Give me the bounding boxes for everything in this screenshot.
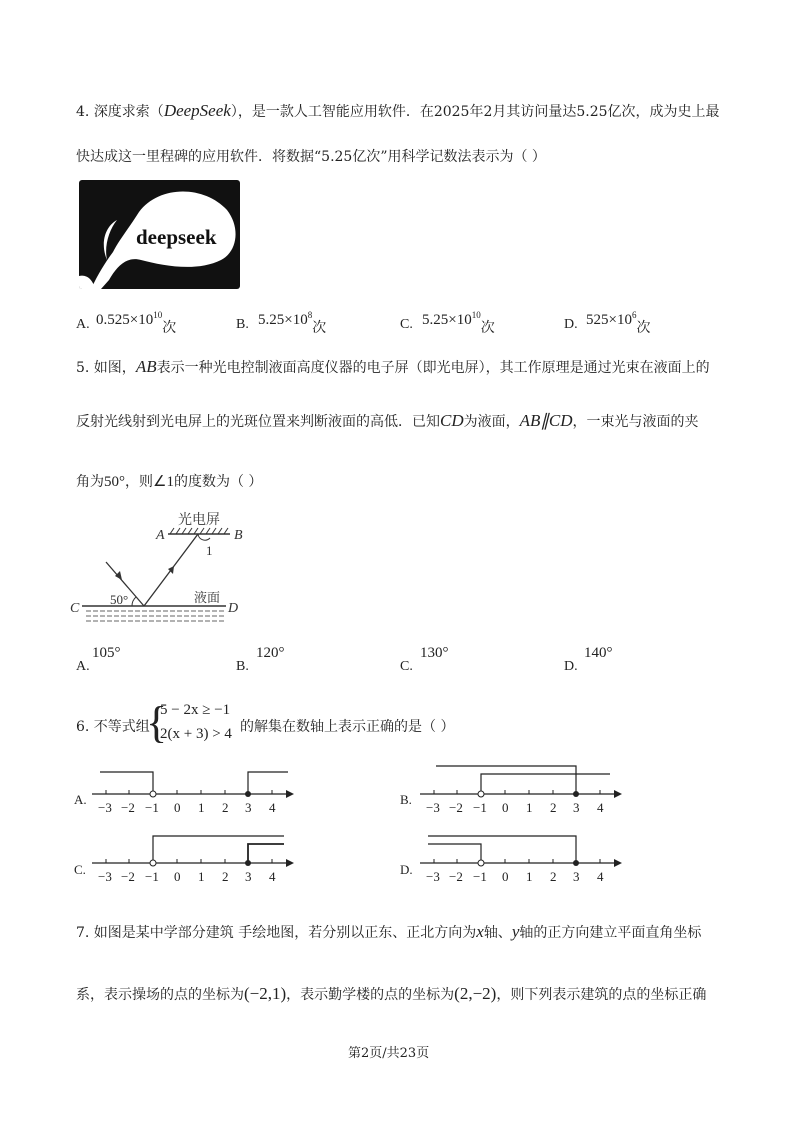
svg-text:−2: −2	[449, 800, 463, 815]
svg-text:0: 0	[502, 800, 509, 815]
q6-ineq-2: 2(x + 3) > 4	[160, 726, 232, 742]
q4-line1	[76, 101, 720, 122]
svg-text:−1: −1	[473, 869, 487, 884]
q4-option-a-letter: A.	[76, 317, 90, 332]
svg-text:0: 0	[174, 800, 181, 815]
q5-option-a: 105°	[92, 645, 121, 661]
svg-text:−2: −2	[449, 869, 463, 884]
svg-text:0: 0	[502, 869, 509, 884]
fig-point-b: B	[234, 528, 243, 543]
svg-text:1: 1	[526, 800, 533, 815]
svg-text:2: 2	[550, 800, 557, 815]
q5-option-b: 120°	[256, 645, 285, 661]
q4-option-a: $0.525\times 10^{10}$次	[96, 310, 177, 336]
svg-text:4: 4	[269, 869, 276, 884]
q6-option-d-letter: D.	[400, 862, 413, 877]
svg-text:3: 3	[573, 800, 580, 815]
q4-option-c-letter: C.	[400, 317, 413, 332]
q4-option-c: $5.25\times 10^{10}$次	[422, 310, 495, 336]
q4-option-d-letter: D.	[564, 317, 578, 332]
svg-text:3: 3	[245, 800, 252, 815]
deepseek-logo-image	[79, 180, 240, 289]
q4-line2: 快达成这一里程碑的应用软件．将数据“5.25亿次”用科学记数法表示为（ ）	[76, 149, 546, 165]
q5-reflection-diagram	[70, 508, 250, 630]
fig-angle-50: 50°	[110, 592, 129, 607]
q5-line1: 5. 如图，AB表示一种光电控制液面高度仪器的电子屏（即光电屏），其工作原理是通过光束在液面上的	[76, 357, 710, 376]
svg-text:4: 4	[597, 869, 604, 884]
svg-text:−3: −3	[426, 869, 440, 884]
page-footer: 第2页/共23页	[348, 1046, 430, 1061]
svg-text:1: 1	[198, 869, 205, 884]
svg-text:1: 1	[526, 869, 533, 884]
fig-point-c: C	[70, 601, 80, 616]
q6-option-c-letter: C.	[74, 862, 86, 877]
q4-option-b: $5.25\times 10^8$次	[258, 310, 327, 336]
svg-text:−3: −3	[98, 800, 112, 815]
svg-text:−1: −1	[473, 800, 487, 815]
q6-ineq-1: 5 − 2x ≥ −1	[160, 702, 231, 718]
svg-text:2: 2	[550, 869, 557, 884]
q7-line1: 7. 如图是某中学部分建筑 手绘地图，若分别以正东、正北方向为x轴、y轴的正方向建立平面直角坐标	[76, 922, 702, 941]
q4-option-d: $525\times 10^6$次	[586, 310, 651, 336]
q7-line2: 系，表示操场的点的坐标为(−2,1)，表示勤学楼的点的坐标为(2,−2)，则下列表示建筑的点的坐标正确	[76, 984, 707, 1003]
logo-text: deepseek	[136, 225, 217, 249]
q6-line: 6. 不等式组	[76, 719, 150, 735]
fig-liquid-label: 液面	[194, 590, 221, 605]
svg-text:4: 4	[269, 800, 276, 815]
svg-text:4: 4	[597, 800, 604, 815]
svg-text:−3: −3	[426, 800, 440, 815]
q5-line3: 角为50°，则∠1的度数为（ ）	[76, 474, 263, 490]
q4-text-pre: 深度求索（	[93, 104, 164, 120]
svg-text:2: 2	[222, 800, 229, 815]
svg-text:−2: −2	[121, 869, 135, 884]
svg-text:1: 1	[198, 800, 205, 815]
q4-app-name: DeepSeek	[163, 101, 231, 120]
q6-inequality-system: { 5 − 2x ≥ −1 2(x + 3) > 4	[146, 698, 232, 747]
q5-line2: 反射光线射到光电屏上的光斑位置来判断液面的高低．已知CD为液面，AB∥CD，一束光与液面的夹	[76, 411, 699, 430]
fig-point-d: D	[228, 601, 239, 616]
svg-text:2: 2	[222, 869, 229, 884]
svg-text:−2: −2	[121, 800, 135, 815]
q5-option-c: 130°	[420, 645, 449, 661]
svg-text:−3: −3	[98, 869, 112, 884]
q6-line-post: 的解集在数轴上表示正确的是（ ）	[240, 719, 455, 735]
q4-option-b-letter: B.	[236, 317, 249, 332]
fig-point-a: A	[156, 528, 165, 543]
q6-option-a-letter: A.	[74, 792, 87, 807]
svg-text:0: 0	[174, 869, 181, 884]
q5-option-d: 140°	[584, 645, 613, 661]
svg-text:3: 3	[573, 869, 580, 884]
svg-text:−1: −1	[145, 800, 159, 815]
fig-angle-1: 1	[206, 543, 213, 558]
q4-text-mid: ），是一款人工智能应用软件．在2025年2月其访问量达5.25亿次，成为史上最	[230, 104, 720, 120]
svg-text:3: 3	[245, 869, 252, 884]
q6-number-lines	[70, 760, 640, 890]
svg-text:−1: −1	[145, 869, 159, 884]
q6-option-b-letter: B.	[400, 792, 412, 807]
q5-ab: AB	[135, 357, 157, 376]
q4-number: 4.	[76, 104, 90, 120]
fig-screen-label: 光电屏	[178, 513, 220, 528]
whale-logo-icon	[79, 180, 240, 289]
